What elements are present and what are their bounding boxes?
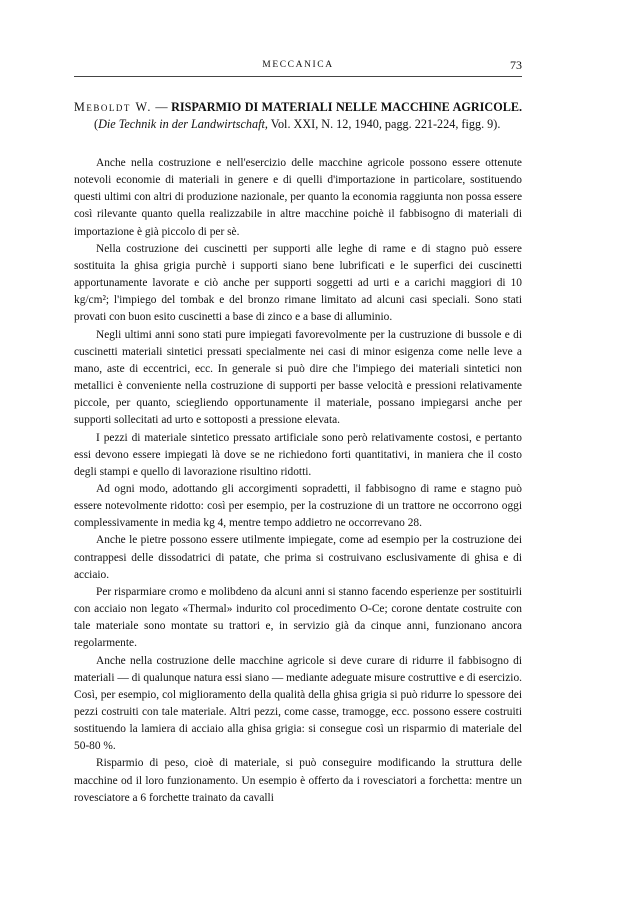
paragraph: Anche le pietre possono essere utilmente impiegate, come ad esempio per la costruzione dei contrappesi delle dissodatrici di patate, che prima si costruivano esclusivamente di ghisa e di acciaio. [74,534,522,581]
paragraph: Negli ultimi anni sono stati pure impiegati favorevolmente per la custruzione di bussole e di cuscinetti materiali sintetici pressati specialmente nei casi di minor esigenza come nelle leve a mano, aste di eccentrici, ecc. In generale si può dire che l'impiego dei materiali sintetici non metallici è conveniente nella costruzione di supporti per basse velocità e pressioni relativamente piccole, per quanto, sciegliendo opportunamente il materiale, possano impiegarsi anche per supporti sollecitati ad urto e sottoposti a pressione elevata. [74,328,522,427]
running-header [74,58,522,77]
article-citation [74,99,522,133]
paragraph: Risparmio di peso, cioè di materiale, si può conseguire modificando la struttura delle macchine od il loro funzionamento. Un esempio è offerto da i rovesciatori a forchetta: mentre un rovesciatore a 6 forchette trainato da cavalli [74,757,522,804]
paragraph: Anche nella costruzione e nell'esercizio delle macchine agricole possono essere ottenute notevoli economie di materiali in genere e di quelli d'importazione in particolare, sostituendo questi ultimi con altri di produzione nazionale, per quanto la economia raggiunta non possa essere così rilevante quanto quella realizzabile in altre macchine poichè il fabbisogno di materiali di importazione è già piccolo di per sè. [74,157,522,238]
article-author: Meboldt W. [74,100,152,114]
article-title: RISPARMIO DI MATERIALI NELLE MACCHINE AGRICOLE. [171,100,522,114]
running-title: MECCANICA [262,60,334,70]
citation-dash: — [151,100,172,114]
source-journal: Die Technik in der Landwirtschaft, [98,117,268,131]
page-number: 73 [510,58,522,72]
source-open: ( [94,117,99,131]
paragraph: Per risparmiare cromo e molibdeno da alcuni anni si stanno facendo esperienze per sostituirli con acciaio non legato «Thermal» indurito col procedimento O-Ce; corone dentate costruite con tale materiale sono montate su trattori e, in servizio già da cinque anni, funzionano ancora regolarmente. [74,585,522,650]
paragraph: Nella costruzione dei cuscinetti per supporti alle leghe di rame e di stagno può essere sostituita la ghisa grigia purchè i supporti siano bene lubrificati e le superfici dei cuscinetti apportunamente lavorate e ciò anche per supporti soggetti ad urti e a carichi maggiori di 10 kg/cm²; l'impiego del tombak e del bronzo rimane limitato ad alcuni casi speciali. Sono stati provati con buon esito cuscinetti a base di zinco e a base di alluminio. [74,242,522,324]
paragraph: Anche nella costruzione delle macchine agricole si deve curare di ridurre il fabbisogno di materiali — di qualunque natura essi siano — mediante adeguate misure costruttive e di esercizio. Così, per esempio, col miglioramento della qualità della ghisa grigia si può ridurre lo spessore dei pezzi costruiti con tale materiale. Altri pezzi, come casse, tramogge, ecc. possono essere costruiti sostituendo la lamiera di acciaio alla ghisa grigia: si consegue così un risparmio di materiale del 50-80 %. [74,654,522,753]
paragraph: I pezzi di materiale sintetico pressato artificiale sono però relativamente costosi, e pertanto essi devono essere impiegati là dove se ne richiedono forti quantitativi, in maniera che il costo degli stampi e quello di lavorazione risultino ridotti. [74,431,522,478]
page [74,58,522,807]
article-body [74,155,522,807]
paragraph: Ad ogni modo, adottando gli accorgimenti sopradetti, il fabbisogno di rame e stagno può essere notevolmente ridotto: così per esempio, per la costruzione di un trattore ne occorrono oggi complessivamente in media kg 4, mentre tempo addietro ne occorrevano 28. [74,482,522,530]
source-details: Vol. XXI, N. 12, 1940, pagg. 221-224, figg. 9). [267,117,501,131]
